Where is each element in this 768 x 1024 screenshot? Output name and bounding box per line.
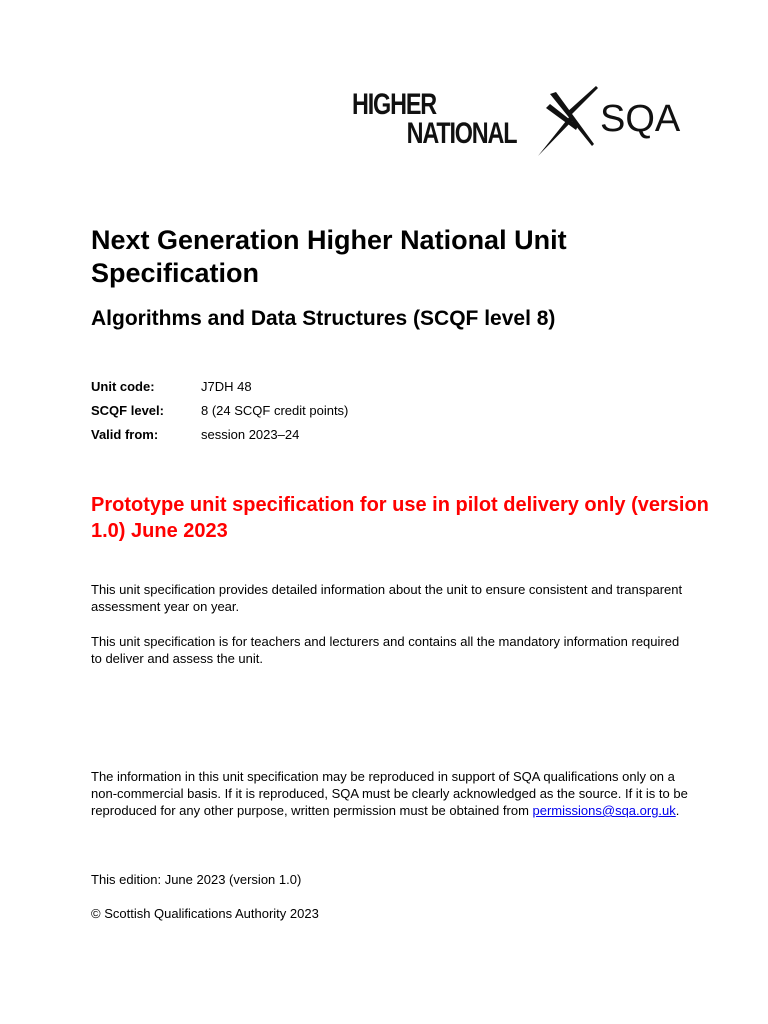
unit-code-value: J7DH 48 [201,379,252,394]
unit-title: Algorithms and Data Structures (SCQF level 8) [91,307,556,330]
sqa-logo-text: SQA [600,98,681,140]
copyright-text: © Scottish Qualifications Authority 2023 [91,906,319,921]
prototype-notice: Prototype unit specification for use in pilot delivery only (version 1.0) June 2023 [91,494,709,542]
unit-code-label: Unit code: [91,379,155,394]
audience-paragraph: This unit specification is for teachers and lecturers and contains all the mandatory information required to deliver and assess the unit. [91,634,680,666]
valid-from-value: session 2023–24 [201,427,300,442]
sqa-logo [536,86,686,160]
unit-details [91,375,348,447]
saltire-icon [536,86,606,160]
scqf-level-value: 8 (24 SCQF credit points) [201,403,349,418]
edition-text: This edition: June 2023 (version 1.0) [91,872,302,887]
higher-national-logo-line2: NATIONAL [406,117,517,150]
permissions-email-link[interactable]: permissions@sqa.org.uk [532,803,676,818]
header-logos [350,86,690,160]
unit-details-row [91,375,348,399]
copyright-notice-end: . [675,803,680,818]
higher-national-logo [352,90,516,148]
scqf-level-label: SCQF level: [91,403,164,418]
intro-paragraph: This unit specification provides detailed information about the unit to ensure consistent and transparent assessment year on year. [91,582,683,614]
valid-from-label: Valid from: [91,427,159,442]
unit-details-row [91,399,348,423]
copyright-notice-paragraph [91,768,691,819]
unit-details-row [91,423,348,447]
higher-national-logo-line1: HIGHER [352,88,436,121]
document-title: Next Generation Higher National Unit Specification [91,225,567,288]
copyright-notice-text: The information in this unit specification may be reproduced in support of SQA qualifications only on a non-commercial basis. If it is reproduced, SQA must be clearly acknowledged as the source. If it is to be reproduced for any other purpose, written permission must be obtained from [91,769,688,818]
